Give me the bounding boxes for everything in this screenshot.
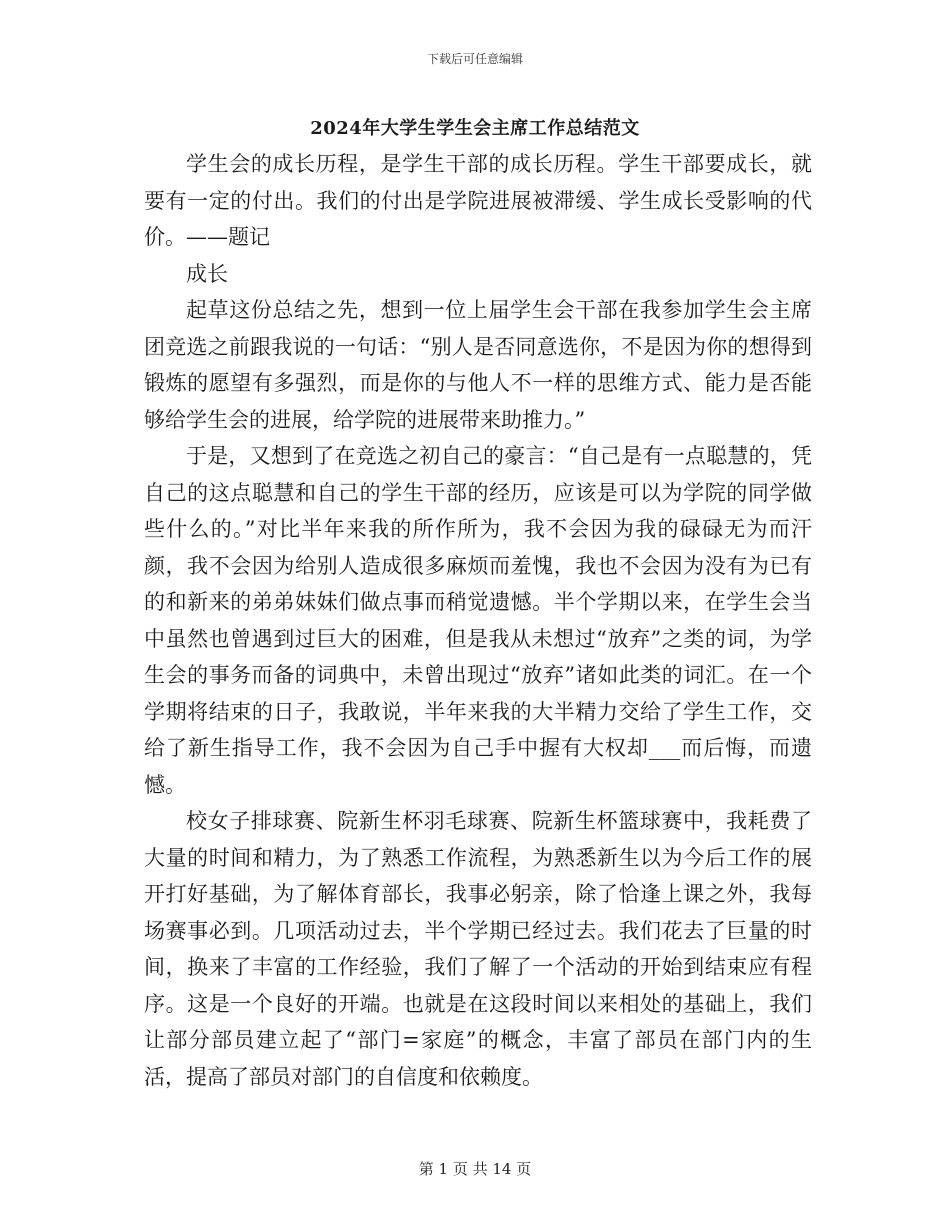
paragraph-section-heading: 成长 — [186, 261, 228, 286]
header-note: 下载后可任意编辑 — [426, 52, 523, 66]
page-footer: 第 1 页 共 14 页 — [418, 1160, 532, 1178]
document-body — [144, 146, 812, 1095]
paragraph-epigraph: 学生会的成长历程，是学生干部的成长历程。学生干部要成长，就要有一定的付出。我们的付出是学院进展被滞缓、学生成长受影响的代价。——题记 — [144, 152, 812, 249]
paragraph-body: 校女子排球赛、院新生杯羽毛球赛、院新生杯篮球赛中，我耗费了大量的时间和精力，为了熟悉工作流程，为熟悉新生以为今后工作的展开打好基础，为了解体育部长，我事必躬亲，除了恰逢上课之外，我每场赛事必到。几项活动过去，半个学期已经过去。我们花去了巨量的时间，换来了丰富的工作经验，我们了解了一个活动的开始到结束应有程序。这是一个良好的开端。也就是在这段时间以来相处的基础上，我们让部分部员建立起了“部门=家庭”的概念，丰富了部员在部门内的生活，提高了部员对部门的自信度和依赖度。 — [144, 809, 812, 1089]
document-title: 2024年大学生学生会主席工作总结范文 — [310, 118, 640, 139]
paragraph-body: 于是，又想到了在竞选之初自己的豪言：“自己是有一点聪慧的，凭自己的这点聪慧和自己的学生干部的经历，应该是可以为学院的同学做些什么的。”对比半年来我的所作所为，我不会因为我的碌碌无为而汗颜，我不会因为给别人造成很多麻烦而羞愧，我也不会因为没有为已有的和新来的弟弟妹妹们做点事而稍觉遗憾。半个学期以来，在学生会当中虽然也曾遇到过巨大的困难，但是我从未想过“放弃”之类的词，为学生会的事务而备的词典中，未曾出现过“放弃”诸如此类的词汇。在一个学期将结束的日子，我敢说，半年来我的大半精力交给了学生工作，交给了新生指导工作，我不会因为自己手中握有大权却___而后悔，而遗憾。 — [144, 444, 812, 797]
paragraph-body: 起草这份总结之先，想到一位上届学生会干部在我参加学生会主席团竞选之前跟我说的一句话：“别人是否同意选你，不是因为你的想得到锻炼的愿望有多强烈，而是你的与他人不一样的思维方式、能力是否能够给学生会的进展，给学院的进展带来助推力。” — [144, 298, 812, 432]
